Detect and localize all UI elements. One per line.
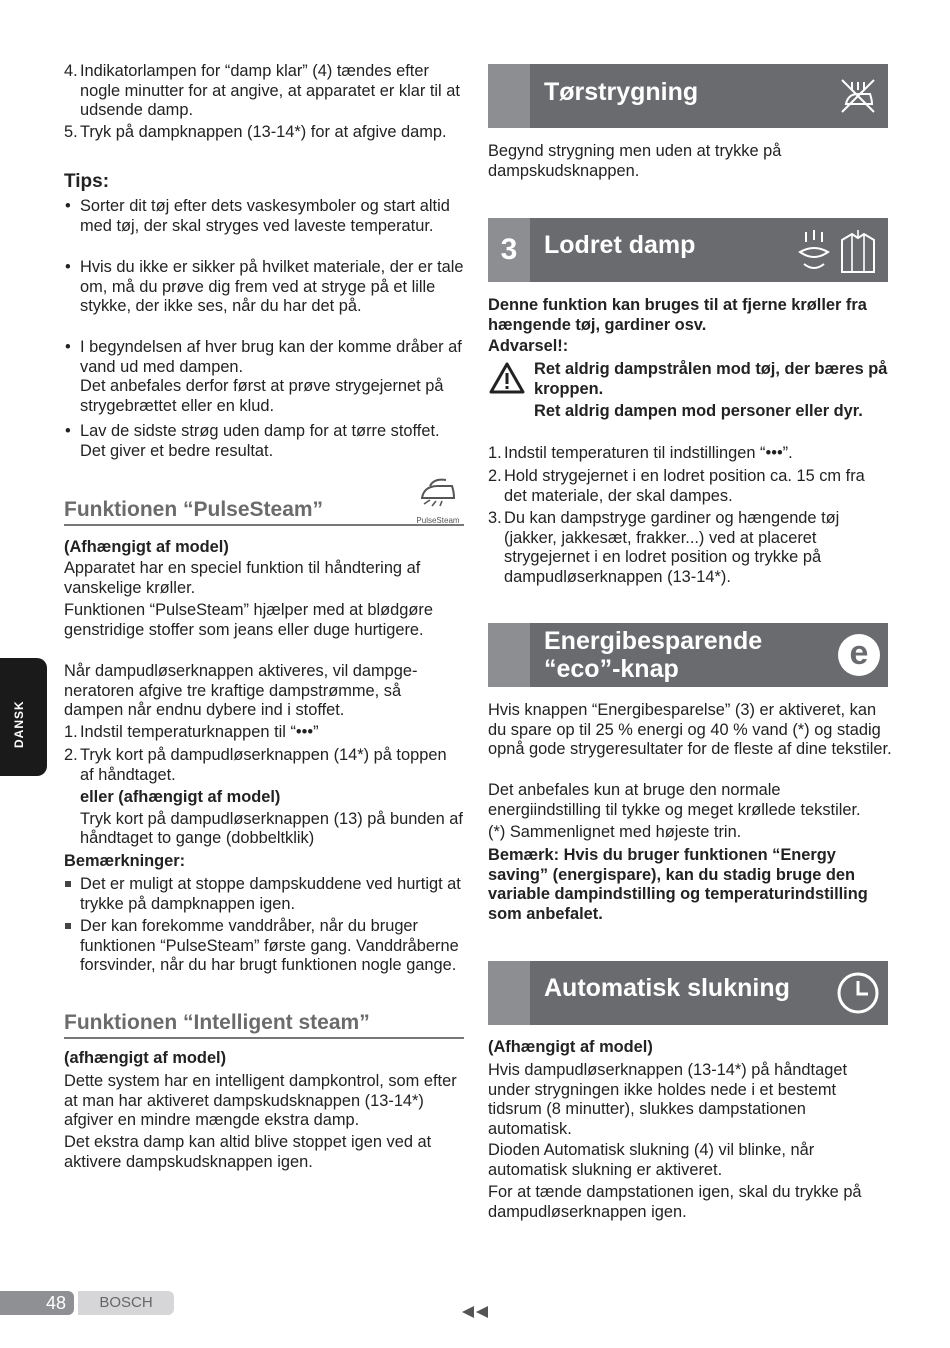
tip-item: • I begyndelsen af hver brug kan der komme dråber af vand ud med dampen. Det anbefales derfor først at prøve strygejernet på strygebrættet eller en klud.	[65, 338, 462, 415]
tip-item: • Sorter dit tøj efter dets vaskesymboler og start altid med tøj, der skal stryges ved laveste temperatur.	[65, 197, 450, 235]
pulsesteam-icon	[416, 476, 460, 525]
step-item: 1. Indstil temperaturknappen til “•••”	[64, 723, 319, 741]
auto-off-para: For at tænde dampstationen igen, skal du trykke på dampudløserknappen igen.	[488, 1183, 862, 1221]
auto-off-para: Hvis dampudløserknappen (13-14*) på håndtaget under strygningen ikke holdes nede i et bestemt tidsrum (8 minutter), slukkes dampstationen automatisk.	[488, 1061, 847, 1138]
model-note: (Afhængigt af model)	[64, 538, 229, 556]
previous-page-icon[interactable]	[460, 1304, 490, 1320]
dry-ironing-title: Tørstrygning	[544, 78, 699, 106]
step-item: 1. Indstil temperaturen til indstillingen “•••”.	[488, 444, 793, 462]
eco-note: Bemærk: Hvis du bruger funktionen “Energy saving” (energispare), kan du stadig bruge den variable dampindstilling og temperaturindstilling som anbefalet.	[488, 846, 868, 923]
step-item: 2. Hold strygejernet i en lodret position ca. 15 cm fra det materiale, der skal dampes.	[488, 467, 865, 505]
eco-para: Hvis knappen “Energibesparelse” (3) er aktiveret, kan du spare op til 25 % energi og 40 % vand (*) og stadig opnå gode strygeresultater for de fleste af dine tekstiler.	[488, 701, 892, 758]
tips-heading: Tips:	[64, 171, 110, 192]
warning-icon	[489, 362, 525, 394]
model-note: (Afhængigt af model)	[488, 1038, 653, 1056]
eco-icon: e	[838, 634, 880, 676]
model-note: (afhængigt af model)	[64, 1049, 227, 1067]
pulsesteam-icon-label: PulseSteam	[416, 515, 460, 525]
clock-icon	[836, 971, 880, 1015]
tip-item: • Lav de sidste strøg uden damp for at tørre stoffet. Det giver et bedre resultat.	[65, 422, 440, 460]
step-item: 5. Tryk på dampknappen (13-14*) for at afgive damp.	[64, 123, 447, 141]
intelligent-para: Det ekstra damp kan altid blive stoppet igen ved at aktivere dampskudsknappen igen.	[64, 1133, 432, 1171]
step-item: 4. Indikatorlampen for “damp klar” (4) tændes efter nogle minutter for at angive, at apparatet er klar til at udsende damp.	[64, 62, 460, 119]
remark-item: Det er muligt at stoppe dampskuddene ved hurtigt at trykke på dampknappen igen.	[64, 875, 464, 914]
vertical-steam-icon	[796, 228, 880, 274]
auto-off-banner	[488, 961, 888, 1025]
tip-item: • Hvis du ikke er sikker på hvilket materiale, der er tale om, må du prøve dig frem ved at stryge på et lille stykke, der ikke ses, når du har det på.	[65, 258, 464, 315]
or-label: eller (afhængigt af model)	[80, 788, 281, 806]
dry-ironing-banner	[488, 64, 888, 128]
no-steam-icon	[836, 74, 880, 118]
eco-para: (*) Sammenlignet med højeste trin.	[488, 823, 742, 841]
vertical-steam-intro: Denne funktion kan bruges til at fjerne krøller fra hængende tøj, gardiner osv.	[488, 296, 867, 334]
remark-item: Der kan forekomme vanddråber, når du bruger funktionen “PulseSteam” første gang. Vanddråberne forsvinder, når du har brugt funktionen nogle gange.	[64, 917, 464, 976]
pulsesteam-para: Funktionen “PulseSteam” hjælper med at blødgøre genstridige stoffer som jeans eller duge hurtigere.	[64, 601, 433, 639]
eco-banner	[488, 623, 888, 687]
warning-label: Advarsel!:	[488, 337, 569, 355]
pulsesteam-para: Apparatet har en speciel funktion til håndtering af vanskelige krøller.	[64, 559, 421, 597]
step-item: 3. Du kan dampstryge gardiner og hængende tøj (jakker, jakkesæt, frakker...) ved at placeret strygejernet i en lodret position og trykke på dampudløserknappen (13-14*).	[488, 509, 840, 586]
eco-para: Det anbefales kun at bruge den normale energiindstilling til tykke og meget krøllede tekstiler.	[488, 781, 861, 819]
eco-title: Energibesparende “eco”-knap	[544, 627, 763, 683]
intelligent-para: Dette system har en intelligent dampkontrol, som efter at man har aktiveret dampskudsknappen (13-14*) afgiver en mindre mængde ekstra damp.	[64, 1072, 457, 1129]
dry-ironing-text: Begynd strygning men uden at trykke på dampskudsknappen.	[488, 142, 782, 180]
auto-off-para: Dioden Automatisk slukning (4) vil blinke, når automatisk slukning er aktiveret.	[488, 1141, 815, 1179]
vertical-steam-banner	[488, 218, 888, 282]
warning-text: Ret aldrig dampen mod personer eller dyr.	[534, 402, 863, 420]
warning-text: Ret aldrig dampstrålen mod tøj, der bæres på kroppen.	[534, 360, 888, 398]
remarks-heading: Bemærkninger:	[64, 852, 186, 870]
auto-off-title: Automatisk slukning	[544, 974, 790, 1002]
intelligent-steam-heading: Funktionen “Intelligent steam”	[64, 1013, 464, 1039]
language-tab: DANSK	[0, 658, 47, 776]
pulsesteam-heading: Funktionen “PulseSteam”	[64, 500, 464, 526]
page-number: 48	[0, 1291, 74, 1315]
brand-label: BOSCH	[78, 1291, 174, 1315]
vertical-steam-title: Lodret damp	[544, 231, 696, 259]
step-item: 2. Tryk kort på dampudløserknappen (14*) på toppen af håndtaget. eller (afhængigt af model) Tryk kort på dampudløserknappen (13) på bunden af håndtaget to gange (dobbeltklik)	[64, 746, 463, 847]
section-number: 3	[488, 218, 530, 282]
pulsesteam-para: Når dampudløserknappen aktiveres, vil dampge-neratoren afgive tre kraftige dampstrømme, så dampen når endnu dybere ind i stoffet.	[64, 662, 418, 719]
